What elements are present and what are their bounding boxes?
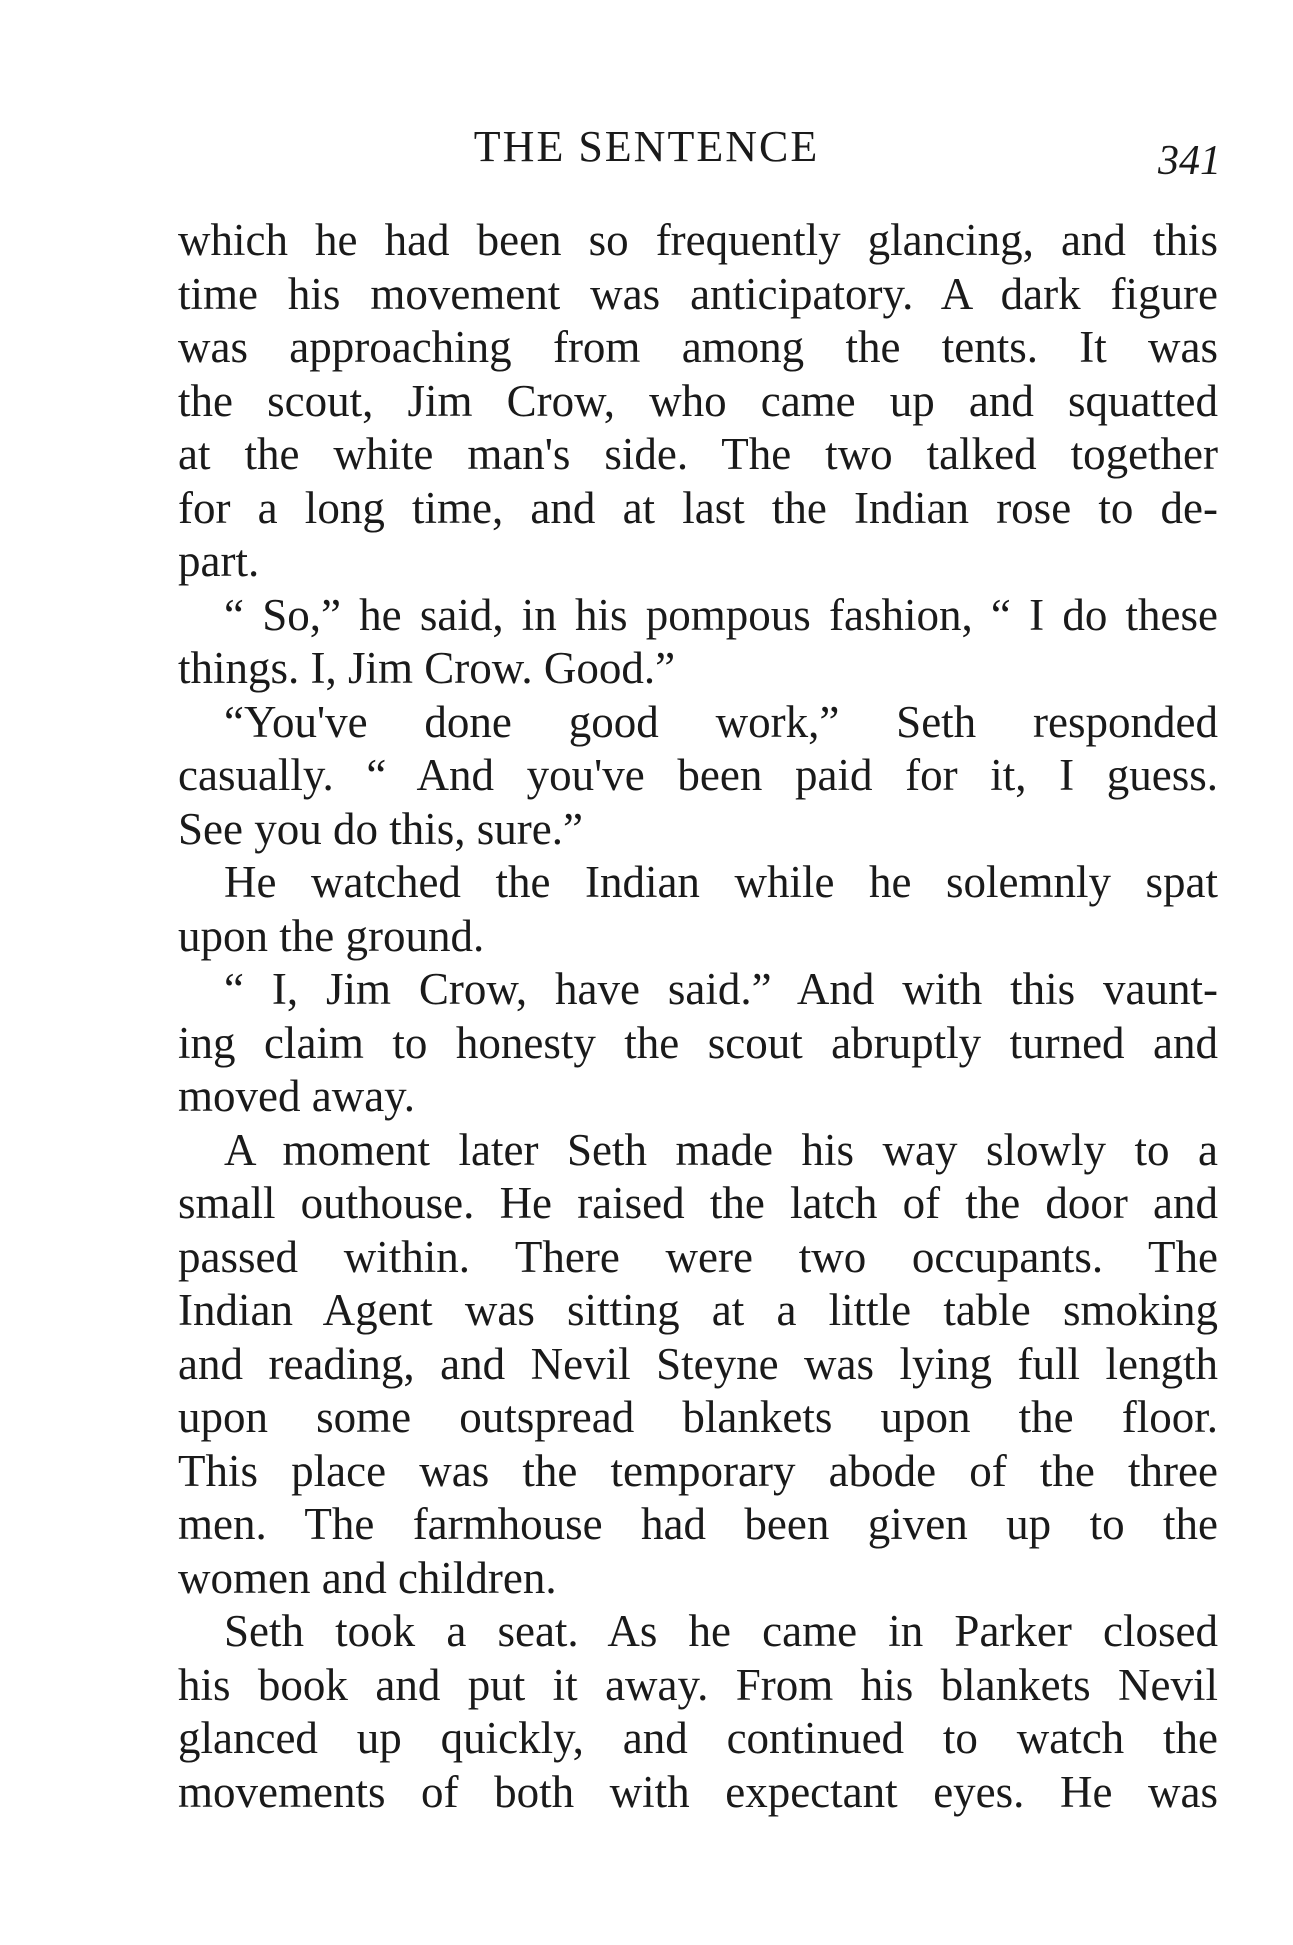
paragraph [178, 1124, 1218, 1606]
text-line: upon some outspread blankets upon the floor. [178, 1392, 1218, 1442]
text-line: which he had been so frequently glancing, and this [178, 215, 1218, 265]
paragraph [178, 963, 1218, 1124]
text-line: He watched the Indian while he solemnly spat [224, 857, 1218, 907]
running-head [0, 122, 1293, 184]
text-line: upon the ground. [178, 910, 485, 961]
text-line: for a long time, and at last the Indian rose to de- [178, 482, 1218, 533]
text-line: women and children. [178, 1552, 557, 1603]
text-line: A moment later Seth made his way slowly to a [224, 1124, 1218, 1175]
page-number: 341 [1158, 138, 1221, 184]
text-line: and reading, and Nevil Steyne was lying full length [178, 1338, 1218, 1389]
text-line: the scout, Jim Crow, who came up and squatted [178, 375, 1218, 426]
text-line: See you do this, sure.” [178, 803, 583, 854]
text-line: ing claim to honesty the scout abruptly turned and [178, 1017, 1218, 1068]
paragraph [178, 1605, 1218, 1819]
text-line: Seth took a seat. As he came in Parker closed [224, 1606, 1218, 1656]
text-line: things. I, Jim Crow. Good.” [178, 643, 676, 693]
text-line: men. The farmhouse had been given up to the [178, 1499, 1218, 1549]
text-line: his book and put it away. From his blankets Nevil [178, 1659, 1218, 1710]
text-line: was approaching from among the tents. It was [178, 322, 1218, 372]
text-line: part. [178, 536, 260, 586]
body-text [178, 214, 1218, 1819]
text-line: movements of both with expectant eyes. He was [178, 1766, 1218, 1817]
paragraph [178, 589, 1218, 696]
text-line: glanced up quickly, and continued to watch the [178, 1713, 1218, 1763]
running-title: THE SENTENCE [473, 122, 820, 171]
text-line: “ I, Jim Crow, have said.” And with this vaunt- [224, 964, 1218, 1014]
text-line: casually. “ And you've been paid for it, I guess. [178, 750, 1218, 800]
text-line: moved away. [178, 1071, 415, 1121]
text-line: small outhouse. He raised the latch of the door and [178, 1178, 1218, 1228]
paragraph [178, 696, 1218, 857]
paragraph [178, 214, 1218, 589]
text-line: This place was the temporary abode of the three [178, 1445, 1218, 1496]
text-line: passed within. There were two occupants. The [178, 1231, 1218, 1282]
text-line: Indian Agent was sitting at a little table smoking [178, 1285, 1218, 1335]
text-line: “ So,” he said, in his pompous fashion, “ I do these [224, 589, 1218, 640]
paragraph [178, 856, 1218, 963]
text-line: at the white man's side. The two talked together [178, 429, 1218, 479]
text-line: “You've done good work,” Seth responded [224, 696, 1218, 747]
text-line: time his movement was anticipatory. A dark figure [178, 268, 1218, 319]
